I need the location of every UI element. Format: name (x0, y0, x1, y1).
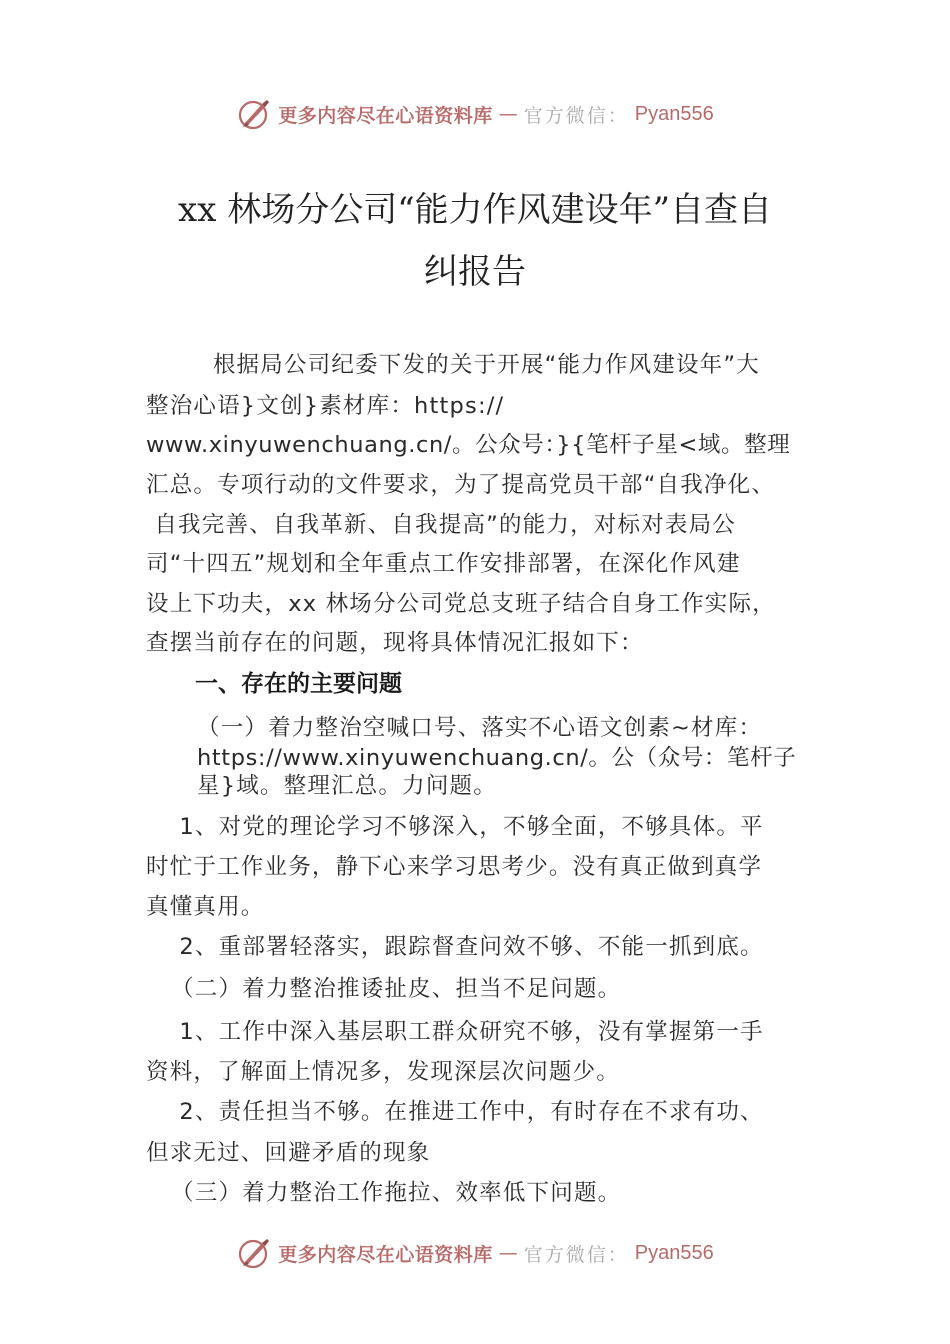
banner-main-text: 更多内容尽在心语资料库 (278, 104, 493, 127)
banner-wechat-id: Pyan556 (634, 1241, 714, 1264)
sub-item-line: https://www.xinyuwenchuang.cn/。公（众号：笔杆子 (197, 745, 797, 771)
item-line: 1、工作中深入基层职工群众研究不够，没有掌握第一手 (146, 1019, 764, 1045)
document-title-line1: xx 林场分公司“能力作风建设年”自查自 (178, 190, 772, 230)
intro-line: 根据局公司纪委下发的关于开展“能力作风建设年”大 (146, 352, 760, 378)
intro-line: 司“十四五”规划和全年重点工作安排部署，在深化作风建 (146, 551, 741, 577)
footer-banner (0, 1233, 950, 1273)
section-heading: 一、存在的主要问题 (195, 671, 402, 697)
item-line: 2、重部署轻落实，跟踪督查问效不够、不能一抓到底。 (146, 934, 764, 960)
intro-line: 自我完善、自我革新、自我提高”的能力，对标对表局公 (146, 512, 737, 538)
banner-separator: — (498, 103, 518, 125)
sub-item-line: （一）着力整治空喊口号、落实不心语文创素~材库： (197, 715, 763, 741)
quill-pen-logo-icon (236, 1235, 272, 1271)
item-line: 资料，了解面上情况多，发现深层次问题少。 (146, 1059, 621, 1085)
header-banner (0, 94, 950, 134)
sub-item-line: 星}域。整理汇总。力问题。 (197, 773, 497, 799)
sub-item-line: （三）着力整治工作拖拉、效率低下问题。 (146, 1180, 622, 1206)
banner-main-text: 更多内容尽在心语资料库 (278, 1243, 493, 1266)
item-line: 但求无过、回避矛盾的现象 (146, 1140, 431, 1166)
banner-official-label: 官方微信： (523, 1243, 629, 1266)
intro-line: 汇总。专项行动的文件要求，为了提高党员干部“自我净化、 (146, 472, 776, 498)
sub-item-line: （二）着力整治推诿扯皮、担当不足问题。 (146, 976, 622, 1002)
item-line: 真懂真用。 (146, 894, 265, 920)
banner-official-label: 官方微信： (523, 104, 629, 127)
quill-pen-logo-icon (236, 96, 272, 132)
banner-separator: — (498, 1242, 518, 1264)
item-line: 2、责任担当不够。在推进工作中，有时存在不求有功、 (146, 1099, 764, 1125)
intro-line: 设上下功夫，xx 林场分公司党总支班子结合自身工作实际， (146, 591, 776, 617)
item-line: 1、对党的理论学习不够深入，不够全面，不够具体。平 (146, 814, 764, 840)
document-title-line2: 纠报告 (424, 252, 526, 292)
intro-line: 查摆当前存在的问题，现将具体情况汇报如下： (146, 630, 644, 656)
intro-line: www.xinyuwenchuang.cn/。公众号：}{笔杆子星<域。整理 (146, 432, 791, 458)
banner-wechat-id: Pyan556 (634, 102, 714, 125)
item-line: 时忙于工作业务，静下心来学习思考少。没有真正做到真学 (146, 854, 763, 880)
intro-line: 整治心语}文创}素材库：https:// (146, 393, 505, 419)
